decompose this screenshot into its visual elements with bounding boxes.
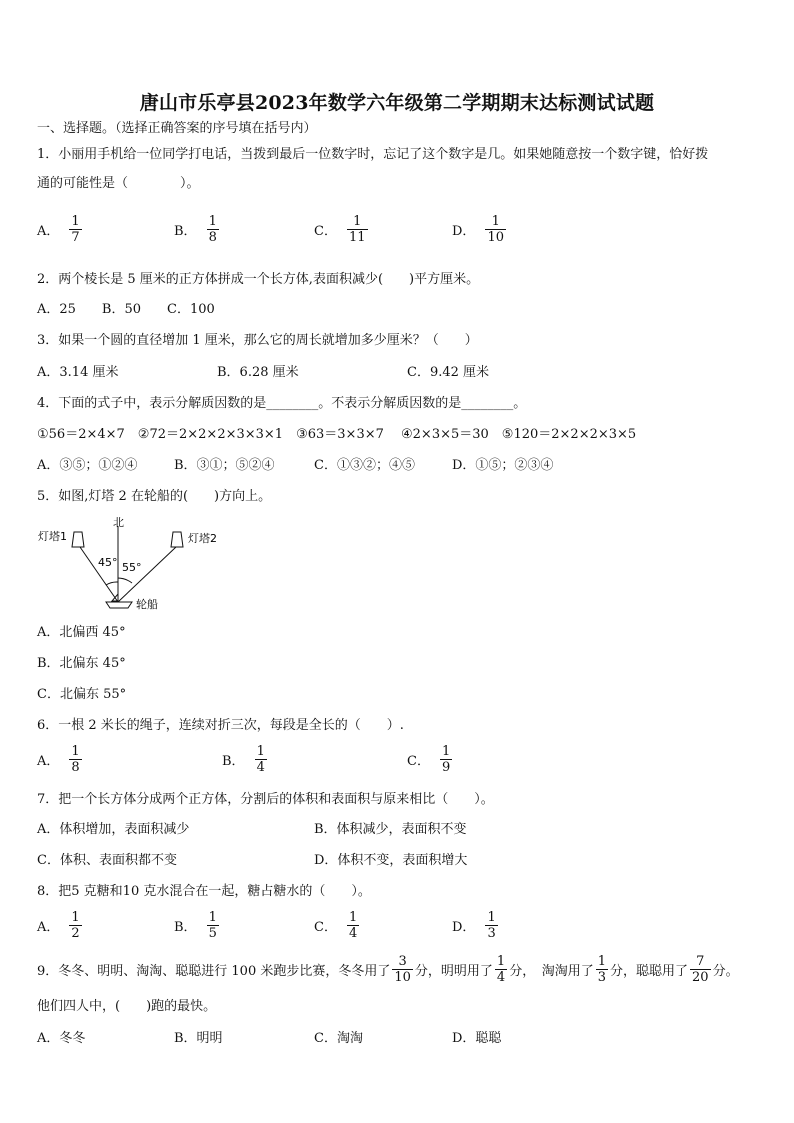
option-label: B．: [222, 754, 245, 769]
fraction: $\frac{1}{3}$: [597, 954, 606, 985]
q1-option-b[interactable]: [174, 214, 221, 245]
north-label: 北: [113, 516, 124, 529]
fraction: $\frac{1}{10}$: [487, 214, 504, 245]
q1-text-line1: 1．小丽用手机给一位同学打电话，当拨到最后一位数字时，忘记了这个数字是几。如果她随意按一个数字键，恰好拨: [37, 147, 709, 162]
q4-option-a[interactable]: A．③⑤；①②④: [37, 458, 138, 473]
fraction: $\frac{1}{8}$: [71, 744, 80, 775]
ship-icon: [106, 602, 132, 608]
q7-option-b[interactable]: B．体积减少，表面积不变: [314, 822, 467, 837]
q3-option-c[interactable]: C．9.42 厘米: [407, 365, 490, 380]
ship-label: 轮船: [136, 598, 158, 611]
q9-part3: 分， 淘淘用了: [509, 964, 594, 979]
option-label: D．: [452, 920, 476, 935]
fraction: $\frac{1}{4}$: [348, 910, 358, 941]
q1-option-a[interactable]: [37, 214, 84, 245]
tower2-icon: [171, 532, 183, 547]
q4-text: 4．下面的式子中，表示分解质因数的是________。不表示分解质因数的是________。: [37, 396, 527, 411]
q9-option-c[interactable]: C．淘淘: [314, 1031, 363, 1046]
angle1-arc: [106, 582, 118, 585]
q5-option-c[interactable]: C．北偏东 55°: [37, 687, 127, 702]
q4-option-d[interactable]: D．①⑤；②③④: [452, 458, 554, 473]
q8-option-d[interactable]: [452, 910, 500, 941]
q2-options[interactable]: A．25 B．50 C．100: [37, 302, 215, 317]
fraction: $\frac{1}{3}$: [487, 910, 496, 941]
fraction: $\frac{1}{4}$: [256, 744, 265, 775]
option-label: A．: [37, 224, 60, 239]
q6-option-c[interactable]: [407, 744, 454, 775]
q5-text: 5．如图,灯塔 2 在轮船的( )方向上。: [37, 489, 272, 504]
line-to-tower2: [118, 547, 176, 602]
q8-option-b[interactable]: [174, 910, 221, 941]
q3-text: 3．如果一个圆的直径增加 1 厘米，那么它的周长就增加多少厘米？（ ）: [37, 333, 478, 348]
fraction: $\frac{1}{9}$: [441, 744, 451, 775]
q7-option-d[interactable]: D．体积不变，表面积增大: [314, 853, 468, 868]
q9-option-d[interactable]: D．聪聪: [452, 1031, 502, 1046]
fraction: $\frac{3}{10}$: [394, 954, 411, 985]
angle1-label: 45°: [98, 556, 118, 569]
option-label: A．: [37, 754, 60, 769]
q1-option-d[interactable]: [452, 214, 508, 245]
option-label: C．: [314, 920, 337, 935]
fraction: $\frac{1}{4}$: [496, 954, 506, 985]
q9-part4: 分，聪聪用了: [610, 964, 689, 979]
fraction: $\frac{1}{11}$: [348, 214, 366, 245]
q5-option-b[interactable]: B．北偏东 45°: [37, 656, 126, 671]
tower2-label: 灯塔2: [188, 532, 217, 545]
q7-option-a[interactable]: A．体积增加，表面积减少: [37, 822, 190, 837]
option-label: A．: [37, 920, 60, 935]
q9-text-line1: [37, 954, 739, 985]
q1-option-c[interactable]: [314, 214, 370, 245]
q7-option-c[interactable]: C．体积、表面积都不变: [37, 853, 177, 868]
option-label: D．: [452, 224, 476, 239]
q8-option-a[interactable]: [37, 910, 84, 941]
tower1-label: 灯塔1: [38, 530, 67, 543]
q7-text: 7．把一个长方体分成两个正方体，分割后的体积和表面积与原来相比（ ）。: [37, 792, 494, 807]
q2-text: 2．两个棱长是 5 厘米的正方体拼成一个长方体,表面积减少( )平方厘米。: [37, 272, 480, 287]
angle2-label: 55°: [122, 561, 142, 574]
q6-text: 6．一根 2 米长的绳子，连续对折三次，每段是全长的（ ）.: [37, 718, 404, 733]
q5-option-a[interactable]: A．北偏西 45°: [37, 625, 126, 640]
fraction: $\frac{1}{5}$: [208, 910, 217, 941]
q9-part2: 分，明明用了: [414, 964, 493, 979]
q8-text: 8．把5 克糖和10 克水混合在一起，糖占糖水的（ ）。: [37, 884, 371, 899]
q6-option-b[interactable]: [222, 744, 269, 775]
option-label: C．: [407, 754, 430, 769]
q6-option-a[interactable]: [37, 744, 84, 775]
q5-compass-figure: [36, 514, 236, 614]
q3-option-b[interactable]: B．6.28 厘米: [217, 365, 299, 380]
option-label: B．: [174, 224, 197, 239]
section-heading: 一、选择题。（选择正确答案的序号填在括号内）: [37, 121, 317, 136]
q3-option-a[interactable]: A．3.14 厘米: [37, 365, 119, 380]
fraction: $\frac{1}{7}$: [71, 214, 80, 245]
fraction: $\frac{1}{2}$: [71, 910, 80, 941]
q4-items: ①56＝2×4×7 ②72＝2×2×2×3×3×1 ③63＝3×3×7 ④2×3×5＝30 ⑤120＝2×2×2×3×5: [37, 427, 637, 442]
q9-text-line2: 他们四人中，( )跑的最快。: [37, 999, 217, 1014]
q9-part1: 9．冬冬、明明、淘淘、聪聪进行 100 米跑步比赛，冬冬用了: [37, 964, 391, 979]
option-label: C．: [314, 224, 337, 239]
q4-option-b[interactable]: B．③①；⑤②④: [174, 458, 275, 473]
angle2-arc: [118, 578, 132, 583]
q1-text-line2: 通的可能性是（ ）。: [37, 176, 200, 191]
q9-option-a[interactable]: A．冬冬: [37, 1031, 86, 1046]
q4-option-c[interactable]: C．①③②；④⑤: [314, 458, 415, 473]
page-title: 唐山市乐亭县2023年数学六年级第二学期期末达标测试试题: [139, 92, 655, 114]
option-label: B．: [174, 920, 197, 935]
tower1-icon: [72, 532, 84, 547]
q9-option-b[interactable]: B．明明: [174, 1031, 223, 1046]
q8-option-c[interactable]: [314, 910, 361, 941]
q9-part5: 分。: [712, 964, 739, 979]
fraction: $\frac{1}{8}$: [208, 214, 217, 245]
fraction: $\frac{7}{20}$: [692, 954, 709, 985]
